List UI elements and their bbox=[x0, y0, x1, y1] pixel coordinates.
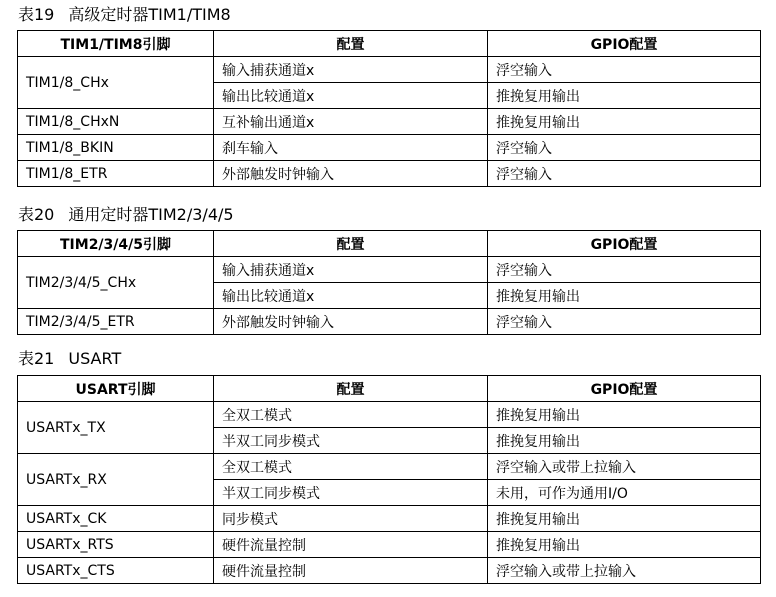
gpio-cell: 浮空输入 bbox=[488, 135, 761, 161]
pin-cell: TIM1/8_CHx bbox=[18, 57, 214, 109]
pin-cell: TIM1/8_ETR bbox=[18, 161, 214, 187]
table-row bbox=[18, 135, 761, 161]
table19 bbox=[17, 30, 761, 187]
pin-cell: TIM1/8_CHxN bbox=[18, 109, 214, 135]
gpio-cell: 浮空输入 bbox=[488, 161, 761, 187]
gpio-cell: 浮空输入 bbox=[488, 309, 761, 335]
pin-cell: TIM2/3/4/5_ETR bbox=[18, 309, 214, 335]
gpio-cell: 浮空输入 bbox=[488, 257, 761, 283]
config-cell: 互补输出通道x bbox=[214, 109, 488, 135]
table-row bbox=[18, 506, 761, 532]
table19-caption bbox=[18, 5, 231, 25]
pin-cell: TIM2/3/4/5_CHx bbox=[18, 257, 214, 309]
config-cell: 全双工模式 bbox=[214, 402, 488, 428]
gpio-cell: 浮空输入 bbox=[488, 57, 761, 83]
config-cell: 输出比较通道x bbox=[214, 283, 488, 309]
config-column-header: 配置 bbox=[214, 231, 488, 257]
table-row bbox=[18, 57, 761, 83]
table-header-row bbox=[18, 231, 761, 257]
gpio-cell: 推挽复用输出 bbox=[488, 402, 761, 428]
gpio-column-header: GPIO配置 bbox=[488, 31, 761, 57]
config-cell: 外部触发时钟输入 bbox=[214, 161, 488, 187]
gpio-cell: 推挽复用输出 bbox=[488, 532, 761, 558]
gpio-cell: 浮空输入或带上拉输入 bbox=[488, 558, 761, 584]
table-row bbox=[18, 109, 761, 135]
table21-title: USART bbox=[68, 349, 122, 368]
table21 bbox=[17, 375, 761, 584]
pin-cell: USARTx_RX bbox=[18, 454, 214, 506]
table19-number: 表19 bbox=[18, 5, 55, 24]
table-row bbox=[18, 532, 761, 558]
pin-cell: TIM1/8_BKIN bbox=[18, 135, 214, 161]
config-cell: 硬件流量控制 bbox=[214, 558, 488, 584]
table-row bbox=[18, 161, 761, 187]
table-row bbox=[18, 558, 761, 584]
config-cell: 全双工模式 bbox=[214, 454, 488, 480]
gpio-column-header: GPIO配置 bbox=[488, 231, 761, 257]
config-cell: 半双工同步模式 bbox=[214, 480, 488, 506]
table20-number: 表20 bbox=[18, 205, 55, 224]
table-header-row bbox=[18, 31, 761, 57]
pin-cell: USARTx_TX bbox=[18, 402, 214, 454]
config-cell: 输入捕获通道x bbox=[214, 57, 488, 83]
table-row bbox=[18, 257, 761, 283]
table20-title: 通用定时器TIM2/3/4/5 bbox=[68, 205, 234, 224]
table-row bbox=[18, 402, 761, 428]
table-row bbox=[18, 454, 761, 480]
pin-cell: USARTx_CTS bbox=[18, 558, 214, 584]
gpio-cell: 推挽复用输出 bbox=[488, 83, 761, 109]
table21-number: 表21 bbox=[18, 349, 55, 368]
gpio-cell: 推挽复用输出 bbox=[488, 506, 761, 532]
pin-column-header: TIM2/3/4/5引脚 bbox=[18, 231, 214, 257]
config-cell: 半双工同步模式 bbox=[214, 428, 488, 454]
config-column-header: 配置 bbox=[214, 376, 488, 402]
gpio-cell: 推挽复用输出 bbox=[488, 283, 761, 309]
config-cell: 输出比较通道x bbox=[214, 83, 488, 109]
table21-caption bbox=[18, 349, 121, 369]
config-column-header: 配置 bbox=[214, 31, 488, 57]
table20-caption bbox=[18, 205, 234, 225]
gpio-cell: 推挽复用输出 bbox=[488, 109, 761, 135]
pin-column-header: USART引脚 bbox=[18, 376, 214, 402]
pin-column-header: TIM1/TIM8引脚 bbox=[18, 31, 214, 57]
config-cell: 输入捕获通道x bbox=[214, 257, 488, 283]
config-cell: 同步模式 bbox=[214, 506, 488, 532]
table-row bbox=[18, 309, 761, 335]
config-cell: 硬件流量控制 bbox=[214, 532, 488, 558]
pin-cell: USARTx_RTS bbox=[18, 532, 214, 558]
table19-title: 高级定时器TIM1/TIM8 bbox=[68, 5, 231, 24]
table20 bbox=[17, 230, 761, 335]
gpio-cell: 推挽复用输出 bbox=[488, 428, 761, 454]
gpio-column-header: GPIO配置 bbox=[488, 376, 761, 402]
config-cell: 刹车输入 bbox=[214, 135, 488, 161]
pin-cell: USARTx_CK bbox=[18, 506, 214, 532]
config-cell: 外部触发时钟输入 bbox=[214, 309, 488, 335]
table-header-row bbox=[18, 376, 761, 402]
gpio-cell: 浮空输入或带上拉输入 bbox=[488, 454, 761, 480]
gpio-cell: 未用，可作为通用I/O bbox=[488, 480, 761, 506]
